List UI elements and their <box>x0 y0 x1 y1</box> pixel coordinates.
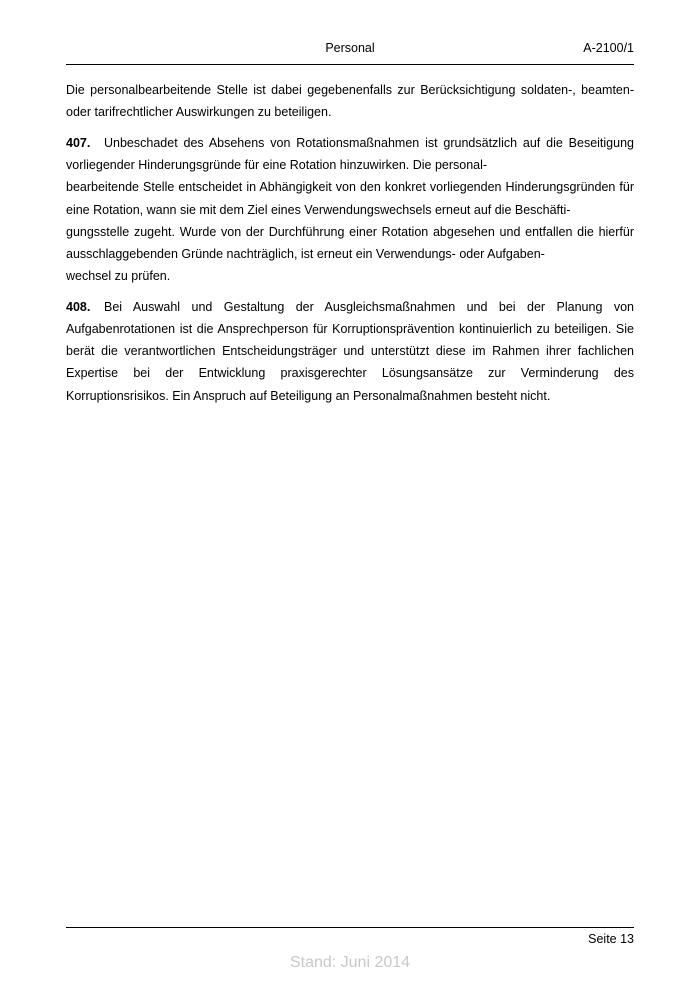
paragraph-line: wechsel zu prüfen. <box>66 269 171 284</box>
document-body <box>66 79 634 415</box>
paragraph-line: Sie berät die verantwortlichen Entscheidungsträger und unterstützt diese im Rahmen ihrer <box>66 322 634 359</box>
paragraph-line: Bei Auswahl und Gestaltung der Ausgleichsmaßnahmen und bei der Planung von <box>104 299 634 314</box>
document-code: A-2100/1 <box>583 41 634 55</box>
paragraph-407 <box>66 132 634 287</box>
paragraph-line: gungsstelle zugeht. Wurde von der Durchführung einer Rotation abgesehen und entfallen die <box>66 224 594 239</box>
paragraph-line: Unbeschadet des Absehens von Rotationsmaßnahmen ist grundsätzlich auf die <box>104 135 563 150</box>
stand-watermark: Stand: Juni 2014 <box>289 954 411 971</box>
paragraph-line: Beseitigung vorliegender Hinderungsgründe für eine Rotation hinzuwirken. Die personal- <box>66 135 634 173</box>
paragraph-line: bearbeitende Stelle entscheidet in Abhängigkeit von den konkret vorliegenden Hinderungsgründen <box>66 180 616 195</box>
paragraph-line: hierfür ausschlaggebenden Gründe nachträglich, ist erneut ein Verwendungs- oder Aufgaben- <box>66 224 634 261</box>
paragraph-line: beamten- oder tarifrechtlicher Auswirkungen zu beteiligen. <box>66 83 634 120</box>
page-header <box>66 40 634 65</box>
paragraph-number: 407. <box>66 135 91 150</box>
paragraph-number: 408. <box>66 299 91 314</box>
paragraph-line: Aufgabenrotationen ist die Ansprechperson für Korruptionsprävention kontinuierlich zu beteiligen. <box>66 322 612 337</box>
paragraph-line: fachlichen Expertise bei der Entwicklung praxisgerechter Lösungsansätze zur Verminderung des <box>66 344 634 381</box>
paragraph-line: Korruptionsrisikos. Ein Anspruch auf Beteiligung an Personalmaßnahmen besteht nicht. <box>66 388 551 403</box>
paragraph-continuation <box>66 79 634 123</box>
paragraph-line: für eine Rotation, wann sie mit dem Ziel eines Verwendungswechsels erneut auf die Beschäfti- <box>66 180 634 217</box>
paragraph-408 <box>66 296 634 407</box>
header-title: Personal <box>325 41 375 55</box>
footer-divider <box>66 927 634 928</box>
paragraph-line: Die personalbearbeitende Stelle ist dabei gegebenenfalls zur Berücksichtigung soldaten-, <box>66 83 576 97</box>
page-number: Seite 13 <box>588 932 634 946</box>
